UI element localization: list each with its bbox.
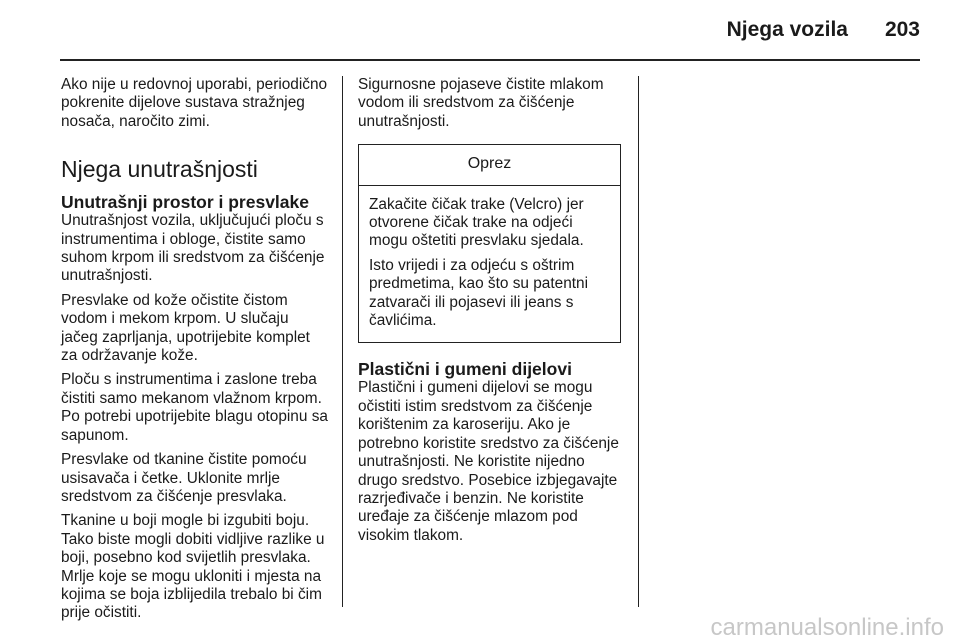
- column-divider: [638, 76, 639, 607]
- body-paragraph: Unutrašnjost vozila, uključujući ploču s instrumentima i obloge, čistite samo suhom krpom ili sredstvom za čišćenje unutrašnjosti.: [61, 212, 325, 285]
- body-paragraph: Presvlake od kože očistite čistom vodom i mekom krpom. U slučaju jačeg zaprljanja, upotrijebite komplet za održavanje kože.: [61, 291, 310, 365]
- caution-box: [358, 144, 621, 343]
- header-title: Njega vozila: [726, 18, 848, 41]
- header-divider: [60, 59, 920, 61]
- subsection-title: Plastični i gumeni dijelovi: [358, 359, 572, 380]
- caution-body: [359, 186, 620, 343]
- section-title: Njega unutrašnjosti: [61, 156, 258, 183]
- body-paragraph: Ploču s instrumentima i zaslone treba čistiti samo mekanom vlažnom krpom. Po potrebi upotrijebite blagu otopinu sa sapunom.: [61, 371, 328, 444]
- subsection-title: Unutrašnji prostor i presvlake: [61, 192, 309, 213]
- body-paragraph: Presvlake od tkanine čistite pomoću usisavača i četke. Uklonite mrlje sredstvom za čišćenje presvlaka.: [61, 451, 307, 505]
- intro-paragraph: Ako nije u redovnoj uporabi, periodično pokrenite dijelove sustava stražnjeg nosača, naročito zimi.: [61, 76, 328, 130]
- column-left: [61, 76, 329, 629]
- caution-paragraph: Zakačite čičak trake (Velcro) jer otvorene čičak trake na odjeći mogu oštetiti presvlaku sjedala.: [369, 195, 584, 250]
- intro-paragraph: Sigurnosne pojaseve čistite mlakom vodom ili sredstvom za čišćenje unutrašnjosti.: [358, 76, 604, 130]
- column-middle: [358, 76, 625, 551]
- watermark: carmanualsonline.info: [710, 614, 944, 641]
- body-paragraph: Plastični i gumeni dijelovi se mogu očistiti istim sredstvom za čišćenje korištenim za karoseriju. Ako je potrebno koristite sredstvo za čišćenje unutrašnjosti. Ne koristite nijedno drugo sredstvo. Posebice izbjegavajte razrjeđivače i benzin. Ne koristite uređaje za čišćenje mlazom pod visokim tlakom.: [358, 379, 619, 544]
- caution-paragraph: Isto vrijedi i za odjeću s oštrim predmetima, kao što su patentni zatvarači ili pojasevi ili jeans s čavlićima.: [369, 256, 589, 330]
- page-number: 203: [884, 18, 920, 41]
- body-paragraph: Tkanine u boji mogle bi izgubiti boju. Tako biste mogli dobiti vidljive razlike u boji, posebno kod svijetlih presvlaka. Mrlje koje se mogu ukloniti i mjesta na kojima se boja izblijedila trebalo bi čim prije očistiti.: [61, 512, 325, 622]
- caution-title: Oprez: [359, 145, 620, 185]
- column-divider: [342, 76, 343, 607]
